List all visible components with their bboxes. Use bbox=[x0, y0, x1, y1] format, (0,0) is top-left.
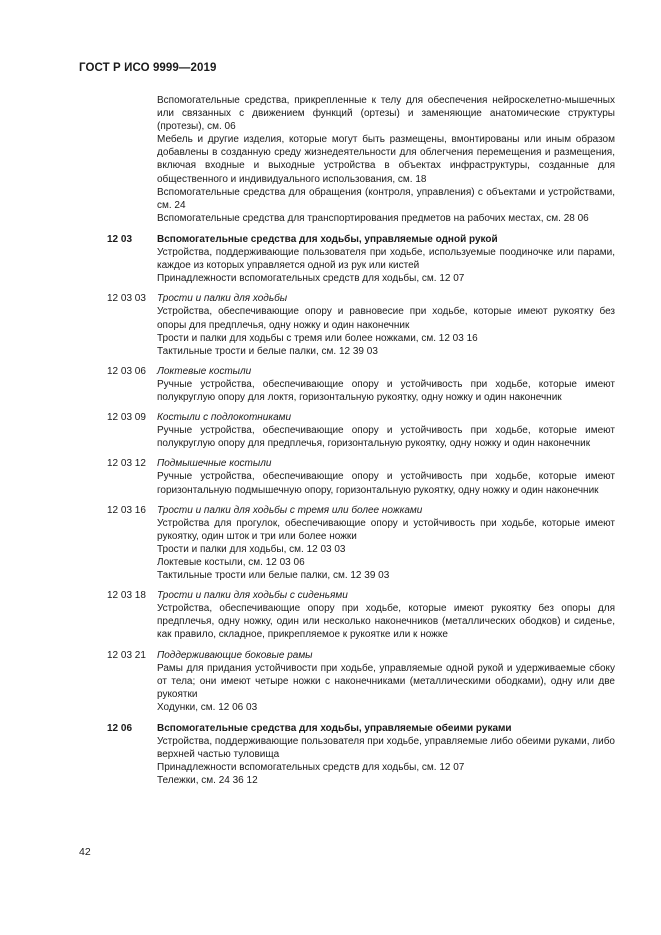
classification-entry bbox=[107, 722, 615, 787]
entry-description: Трости и палки для ходьбы, см. 12 03 03 bbox=[157, 543, 346, 555]
entry-title: Костыли с подлокотниками bbox=[157, 412, 292, 424]
entry-body bbox=[157, 589, 615, 641]
entry-description: Ходунки, см. 12 06 03 bbox=[157, 701, 258, 713]
classification-entry bbox=[107, 233, 615, 285]
entry-title: Локтевые костыли bbox=[157, 365, 252, 377]
entry-title: Трости и палки для ходьбы bbox=[157, 293, 288, 305]
entry-description: Трости и палки для ходьбы с тремя или более ножками, см. 12 03 16 bbox=[157, 332, 478, 344]
entry-description: Устройства, обеспечивающие опору при ходьбе, которые имеют рукоятку без опоры для предплечья, одну ножку, один или несколько наконечников (металлических ободков) и сиденье, как правило, складное, прикрепляемое к рукоятке или к ножке bbox=[157, 603, 615, 641]
intro-paragraph: Вспомогательные средства, прикрепленные к телу для обеспечения нейроскелетно-мышечных или связанных с движением функций (ортезы) и заменяющие анатомические структуры (протезы), см. 06 bbox=[157, 95, 615, 133]
entry-description: Ручные устройства, обеспечивающие опору и устойчивость при ходьбе, которые имеют горизонтальную подмышечную опору, горизонтальную рукоятку, одну ножку и один наконечник bbox=[157, 471, 615, 496]
entry-body bbox=[157, 411, 615, 450]
entry-code: 12 06 bbox=[107, 723, 133, 735]
entry-description: Тактильные трости или белые палки, см. 12 39 03 bbox=[157, 570, 390, 582]
entry-description: Тактильные трости и белые палки, см. 12 39 03 bbox=[157, 345, 378, 357]
entry-body bbox=[157, 722, 615, 787]
entry-body bbox=[157, 292, 615, 357]
entry-description: Устройства, обеспечивающие опору и равновесие при ходьбе, которые имеют рукоятку без опоры для предплечья, одну ножку и один наконечник bbox=[157, 306, 615, 331]
entry-description: Ручные устройства, обеспечивающие опору и устойчивость при ходьбе, которые имеют полукруглую опору для предплечья, горизонтальную рукоятку, одну ножку и один наконечник bbox=[157, 425, 615, 450]
intro-paragraph: Вспомогательные средства для транспортирования предметов на рабочих местах, см. 28 06 bbox=[157, 212, 589, 224]
classification-entry bbox=[107, 365, 615, 404]
entry-code: 12 03 bbox=[107, 233, 133, 245]
entry-description: Ручные устройства, обеспечивающие опору и устойчивость при ходьбе, которые имеют полукруглую опору для локтя, горизонтальную рукоятку, одну ножку и один наконечник bbox=[157, 378, 615, 403]
intro-paragraph: Вспомогательные средства для обращения (контроля, управления) с объектами и устройствами, см. 24 bbox=[157, 186, 615, 211]
entry-code: 12 03 18 bbox=[107, 590, 146, 602]
entries-list bbox=[107, 233, 615, 788]
entry-title: Подмышечные костыли bbox=[157, 458, 272, 470]
entry-body bbox=[157, 649, 615, 714]
entry-description: Устройства, поддерживающие пользователя при ходьбе, управляемые либо обеими руками, либо верхней частью туловища bbox=[157, 736, 615, 761]
entry-code: 12 03 09 bbox=[107, 412, 146, 424]
intro-paragraph: Мебель и другие изделия, которые могут быть размещены, вмонтированы или иным образом добавлены в созданную среду жизнедеятельности для облегчения перемещения и размещения, включая входные и выходные устройства в объектах инфраструктуры, созданные для общественного и индивидуального использования, см. 18 bbox=[157, 134, 615, 185]
page-number: 42 bbox=[79, 846, 91, 858]
entry-description: Локтевые костыли, см. 12 03 06 bbox=[157, 557, 305, 568]
entry-description: Рамы для придания устойчивости при ходьбе, управляемые одной рукой и удерживаемые сбоку от тела; они имеют четыре ножки с наконечниками (металлическими ободками), одну или две рукоятки bbox=[157, 662, 615, 700]
classification-entry bbox=[107, 411, 615, 450]
entry-description: Принадлежности вспомогательных средств для ходьбы, см. 12 07 bbox=[157, 762, 465, 774]
entry-body bbox=[157, 504, 615, 583]
intro-block bbox=[107, 94, 615, 225]
entry-body bbox=[157, 457, 615, 496]
entry-title: Поддерживающие боковые рамы bbox=[157, 649, 313, 661]
entry-description: Устройства, поддерживающие пользователя при ходьбе, используемые поодиночке или парами, каждое из которых управляется одной из рук или кистей bbox=[157, 247, 615, 272]
entry-description: Тележки, см. 24 36 12 bbox=[157, 775, 258, 787]
classification-entry bbox=[107, 589, 615, 641]
entry-title: Трости и палки для ходьбы с сиденьями bbox=[157, 590, 348, 602]
classification-entry bbox=[107, 457, 615, 496]
document-header: ГОСТ Р ИСО 9999—2019 bbox=[79, 62, 217, 74]
entry-description: Принадлежности вспомогательных средств для ходьбы, см. 12 07 bbox=[157, 273, 465, 285]
entry-body bbox=[157, 233, 615, 285]
classification-entry bbox=[107, 504, 615, 583]
entry-code: 12 03 21 bbox=[107, 649, 146, 661]
document-content bbox=[107, 94, 615, 788]
entry-code: 12 03 16 bbox=[107, 504, 146, 516]
entry-body bbox=[157, 365, 615, 404]
entry-title: Трости и палки для ходьбы с тремя или более ножками bbox=[157, 504, 423, 516]
entry-description: Устройства для прогулок, обеспечивающие опору и устойчивость при ходьбе, которые имеют рукоятку, один шток и три или более ножки bbox=[157, 517, 615, 542]
classification-entry bbox=[107, 649, 615, 714]
entry-title: Вспомогательные средства для ходьбы, управляемые одной рукой bbox=[157, 233, 498, 245]
entry-title: Вспомогательные средства для ходьбы, управляемые обеими руками bbox=[157, 723, 512, 735]
entry-code: 12 03 03 bbox=[107, 293, 146, 305]
entry-code: 12 03 12 bbox=[107, 458, 146, 470]
entry-code: 12 03 06 bbox=[107, 365, 146, 377]
classification-entry bbox=[107, 292, 615, 357]
